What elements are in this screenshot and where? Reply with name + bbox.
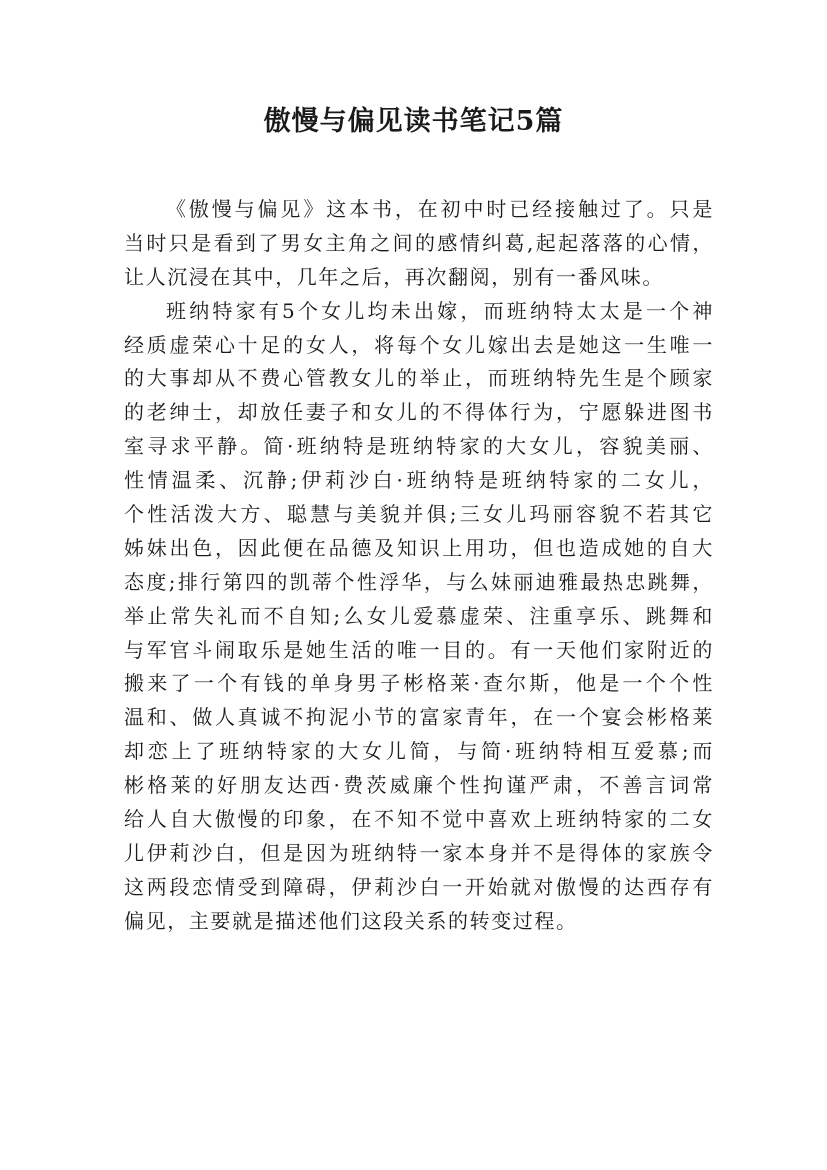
paragraph-2-line-17: 儿伊莉沙白，但是因为班纳特一家本身并不是得体的家族令 bbox=[124, 840, 714, 865]
paragraph-2-line-7: 个性活泼大方、聪慧与美貌并俱;三女儿玛丽容貌不若其它 bbox=[124, 502, 714, 527]
paragraph-2-line-18: 这两段恋情受到障碍，伊莉沙白一开始就对傲慢的达西存有 bbox=[124, 874, 714, 899]
paragraph-2-line-13: 温和、做人真诚不拘泥小节的富家青年，在一个宴会彬格莱 bbox=[124, 705, 714, 730]
paragraph-2-line-16: 给人自大傲慢的印象，在不知不觉中喜欢上班纳特家的二女 bbox=[124, 807, 714, 832]
paragraph-2-line-10: 举止常失礼而不自知;么女儿爱慕虚荣、注重享乐、跳舞和 bbox=[124, 603, 714, 628]
paragraph-2-line-8: 姊妹出色，因此便在品德及知识上用功，但也造成她的自大 bbox=[124, 535, 714, 560]
document-body bbox=[124, 193, 714, 939]
paragraph-2-line-6: 性情温柔、沉静;伊莉沙白·班纳特是班纳特家的二女儿， bbox=[124, 468, 714, 493]
paragraph-2-line-14: 却恋上了班纳特家的大女儿简，与简·班纳特相互爱慕;而 bbox=[124, 739, 714, 764]
paragraph-2-line-1: 班纳特家有5个女儿均未出嫁，而班纳特太太是一个神 bbox=[166, 298, 714, 323]
paragraph-2-line-19: 偏见，主要就是描述他们这段关系的转变过程。 bbox=[124, 908, 578, 933]
paragraph-2-line-12: 搬来了一个有钱的单身男子彬格莱·查尔斯，他是一个个性 bbox=[124, 671, 714, 696]
paragraph-2-line-3: 的大事却从不费心管教女儿的举止，而班纳特先生是个顾家 bbox=[124, 366, 714, 391]
document-title: 傲慢与偏见读书笔记5篇 bbox=[263, 106, 564, 137]
paragraph-1-line-2: 当时只是看到了男女主角之间的感情纠葛,起起落落的心情， bbox=[124, 230, 714, 255]
paragraph-2-line-9: 态度;排行第四的凯蒂个性浮华，与么妹丽迪雅最热忠跳舞， bbox=[124, 569, 714, 594]
paragraph-1-line-1: 《傲慢与偏见》这本书，在初中时已经接触过了。只是 bbox=[166, 197, 714, 221]
paragraph-2-line-5: 室寻求平静。简·班纳特是班纳特家的大女儿，容貌美丽、 bbox=[124, 434, 714, 459]
paragraph-2-line-2: 经质虚荣心十足的女人，将每个女儿嫁出去是她这一生唯一 bbox=[124, 332, 714, 357]
paragraph-1-line-3: 让人沉浸在其中，几年之后，再次翻阅，别有一番风味。 bbox=[124, 264, 664, 289]
paragraph-2-line-15: 彬格莱的好朋友达西·费茨威廉个性拘谨严肃，不善言词常 bbox=[124, 773, 714, 798]
paragraph-2-line-4: 的老绅士，却放任妻子和女儿的不得体行为，宁愿躲进图书 bbox=[124, 400, 714, 425]
paragraph-2-line-11: 与军官斗闹取乐是她生活的唯一目的。有一天他们家附近的 bbox=[124, 637, 714, 662]
